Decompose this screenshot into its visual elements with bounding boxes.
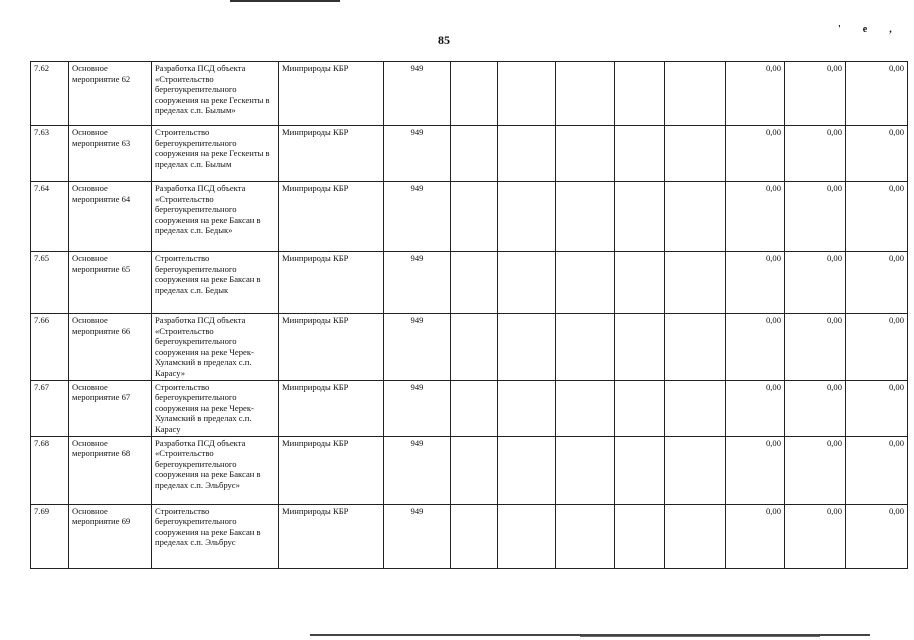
row-empty-cell	[615, 314, 665, 381]
row-value-2: 0,00	[785, 436, 846, 504]
row-empty-cell	[451, 126, 498, 182]
row-empty-cell	[451, 436, 498, 504]
row-empty-cell	[451, 62, 498, 126]
row-empty-cell	[556, 380, 615, 436]
row-value-1: 0,00	[726, 380, 785, 436]
row-empty-cell	[451, 314, 498, 381]
row-empty-cell	[665, 126, 726, 182]
row-empty-cell	[665, 436, 726, 504]
row-budget-code: 949	[384, 126, 451, 182]
row-executor: Минприроды КБР	[279, 380, 384, 436]
row-event: Основное мероприятие 63	[69, 126, 152, 182]
row-description: Разработка ПСД объекта «Строительство берегоукрепительного сооружения на реке Баксан в пределах с.п. Эльбрус»	[152, 436, 279, 504]
row-description: Строительство берегоукрепительного сооружения на реке Черек-Хуламский в пределах с.п. Карасу	[152, 380, 279, 436]
row-executor: Минприроды КБР	[279, 436, 384, 504]
row-event: Основное мероприятие 64	[69, 182, 152, 252]
row-value-3: 0,00	[846, 62, 908, 126]
row-value-2: 0,00	[785, 314, 846, 381]
row-value-3: 0,00	[846, 380, 908, 436]
row-value-2: 0,00	[785, 126, 846, 182]
table-row	[31, 380, 908, 436]
corner-mark-1: '	[838, 24, 863, 35]
row-executor: Минприроды КБР	[279, 252, 384, 314]
activities-table	[30, 61, 908, 569]
top-scan-rule	[230, 0, 340, 2]
row-code: 7.63	[31, 126, 69, 182]
row-event: Основное мероприятие 66	[69, 314, 152, 381]
row-value-1: 0,00	[726, 62, 785, 126]
row-empty-cell	[498, 314, 556, 381]
row-empty-cell	[498, 126, 556, 182]
row-empty-cell	[615, 62, 665, 126]
row-empty-cell	[451, 182, 498, 252]
row-empty-cell	[556, 126, 615, 182]
corner-mark-2: e,	[862, 24, 914, 35]
row-empty-cell	[556, 436, 615, 504]
row-budget-code: 949	[384, 182, 451, 252]
row-value-1: 0,00	[726, 126, 785, 182]
row-executor: Минприроды КБР	[279, 504, 384, 568]
row-executor: Минприроды КБР	[279, 62, 384, 126]
row-description: Разработка ПСД объекта «Строительство берегоукрепительного сооружения на реке Баксан в пределах с.п. Бедык»	[152, 182, 279, 252]
table-row	[31, 126, 908, 182]
row-empty-cell	[498, 436, 556, 504]
row-code: 7.69	[31, 504, 69, 568]
row-executor: Минприроды КБР	[279, 182, 384, 252]
row-description: Строительство берегоукрепительного сооружения на реке Баксан в пределах с.п. Бедык	[152, 252, 279, 314]
table-row	[31, 252, 908, 314]
row-empty-cell	[556, 504, 615, 568]
table-row	[31, 314, 908, 381]
table-row	[31, 504, 908, 568]
row-empty-cell	[665, 182, 726, 252]
row-event: Основное мероприятие 68	[69, 436, 152, 504]
row-budget-code: 949	[384, 62, 451, 126]
row-value-3: 0,00	[846, 182, 908, 252]
row-empty-cell	[498, 62, 556, 126]
row-value-3: 0,00	[846, 314, 908, 381]
row-empty-cell	[451, 252, 498, 314]
row-event: Основное мероприятие 62	[69, 62, 152, 126]
row-value-2: 0,00	[785, 252, 846, 314]
row-empty-cell	[556, 314, 615, 381]
row-description: Строительство берегоукрепительного сооружения на реке Гескенты в пределах с.п. Былым	[152, 126, 279, 182]
row-empty-cell	[498, 252, 556, 314]
row-empty-cell	[451, 504, 498, 568]
corner-scan-marks	[838, 24, 914, 35]
row-value-1: 0,00	[726, 182, 785, 252]
row-value-3: 0,00	[846, 504, 908, 568]
row-value-1: 0,00	[726, 252, 785, 314]
bottom-scan-rule-2	[580, 636, 820, 637]
row-budget-code: 949	[384, 252, 451, 314]
row-event: Основное мероприятие 67	[69, 380, 152, 436]
row-value-3: 0,00	[846, 436, 908, 504]
row-code: 7.64	[31, 182, 69, 252]
table-body	[31, 62, 908, 569]
table-row	[31, 182, 908, 252]
row-empty-cell	[498, 380, 556, 436]
row-budget-code: 949	[384, 436, 451, 504]
row-event: Основное мероприятие 65	[69, 252, 152, 314]
row-description: Разработка ПСД объекта «Строительство берегоукрепительного сооружения на реке Черек-Хуламский в пределах с.п. Карасу»	[152, 314, 279, 381]
row-empty-cell	[615, 182, 665, 252]
row-empty-cell	[615, 436, 665, 504]
row-code: 7.66	[31, 314, 69, 381]
row-value-2: 0,00	[785, 380, 846, 436]
row-value-1: 0,00	[726, 436, 785, 504]
row-code: 7.67	[31, 380, 69, 436]
page-number: 85	[438, 33, 450, 47]
row-empty-cell	[665, 504, 726, 568]
row-empty-cell	[665, 314, 726, 381]
row-empty-cell	[556, 182, 615, 252]
row-value-1: 0,00	[726, 504, 785, 568]
row-empty-cell	[556, 62, 615, 126]
row-code: 7.65	[31, 252, 69, 314]
row-code: 7.62	[31, 62, 69, 126]
row-value-3: 0,00	[846, 126, 908, 182]
row-empty-cell	[556, 252, 615, 314]
row-empty-cell	[451, 380, 498, 436]
row-value-2: 0,00	[785, 504, 846, 568]
row-budget-code: 949	[384, 504, 451, 568]
row-empty-cell	[615, 504, 665, 568]
row-empty-cell	[665, 252, 726, 314]
row-empty-cell	[615, 380, 665, 436]
row-event: Основное мероприятие 69	[69, 504, 152, 568]
row-description: Разработка ПСД объекта «Строительство берегоукрепительного сооружения на реке Гескенты в пределах с.п. Былым»	[152, 62, 279, 126]
row-empty-cell	[665, 62, 726, 126]
row-budget-code: 949	[384, 314, 451, 381]
row-empty-cell	[665, 380, 726, 436]
row-budget-code: 949	[384, 380, 451, 436]
row-description: Строительство берегоукрепительного сооружения на реке Баксан в пределах с.п. Эльбрус	[152, 504, 279, 568]
row-value-3: 0,00	[846, 252, 908, 314]
row-code: 7.68	[31, 436, 69, 504]
row-value-2: 0,00	[785, 182, 846, 252]
table-row	[31, 436, 908, 504]
row-executor: Минприроды КБР	[279, 126, 384, 182]
row-empty-cell	[615, 252, 665, 314]
row-value-1: 0,00	[726, 314, 785, 381]
row-executor: Минприроды КБР	[279, 314, 384, 381]
row-value-2: 0,00	[785, 62, 846, 126]
row-empty-cell	[498, 182, 556, 252]
row-empty-cell	[615, 126, 665, 182]
row-empty-cell	[498, 504, 556, 568]
table-row	[31, 62, 908, 126]
